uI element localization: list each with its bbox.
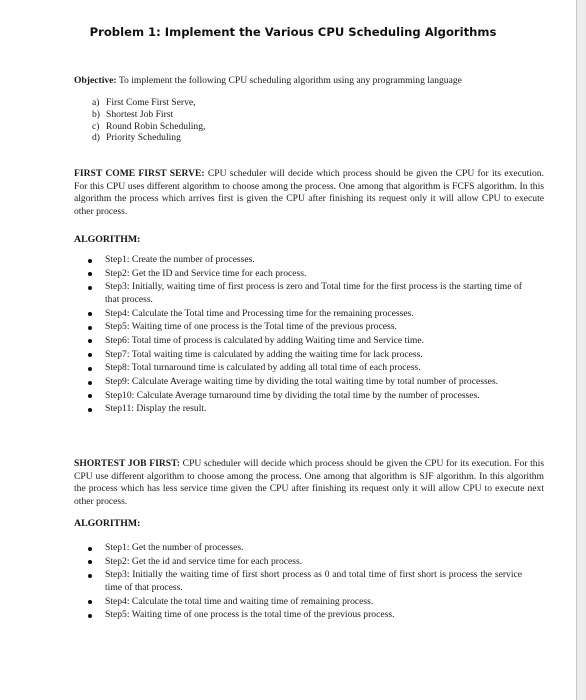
list-item: Step1: Create the number of processes. [88,254,522,267]
item-letter: b) [92,108,100,120]
objective-item [92,132,392,144]
fcfs-label: FIRST COME FIRST SERVE: [74,168,205,179]
list-item: Step4: Calculate the Total time and Processing time for the remaining processes. [88,308,522,321]
list-item: Step5: Waiting time of one process is the Total time of the previous process. [88,321,522,334]
scrollbar-track[interactable] [577,0,586,700]
list-item: Step3: Initially the waiting time of first short process as 0 and total time of first short is process the service time of that process. [88,569,522,594]
list-item: Step6: Total time of process is calculated by adding Waiting time and Service time. [88,335,522,348]
list-item: Step2: Get the ID and Service time for each process. [88,268,522,281]
list-item: Step10: Calculate Average turnaround time by dividing the total time by the number of processes. [88,390,522,403]
list-item: Step7: Total waiting time is calculated by adding the waiting time for lack process. [88,349,522,362]
objective-line [74,75,544,88]
list-item: Step4: Calculate the total time and waiting time of remaining process. [88,596,522,609]
objective-label: Objective: [74,75,117,86]
item-text: Round Robin Scheduling, [106,120,206,132]
objective-item [92,97,392,109]
bullet-icon [88,394,92,398]
bullet-icon [88,367,92,371]
list-item: Step3: Initially, waiting time of first process is zero and Total time for the first process is the starting time of that process. [88,281,522,306]
sjf-label: SHORTEST JOB FIRST: [74,458,180,469]
fcfs-algorithm-heading: ALGORITHM: [74,234,141,245]
bullet-icon [88,286,92,290]
bullet-icon [88,339,92,343]
item-letter: a) [92,97,100,108]
list-item: Step11: Display the result. [88,403,522,416]
sjf-algorithm-heading: ALGORITHM: [74,518,141,529]
item-text: Shortest Job First [106,108,174,120]
sjf-text: CPU scheduler will decide which process should be given the CPU for its execution. For this CPU use different algorithm to choose among the process. One among that algorithm is SJF algorithm. In this algorithm the process which has less service time given the CPU after finishing its request only it will allow CPU to execute next other process. [74,458,544,507]
list-item: Step9: Calculate Average waiting time by dividing the total waiting time by total number of processes. [88,376,522,389]
sjf-steps-list [88,542,522,623]
objective-item [92,121,392,133]
bullet-icon [88,272,92,276]
fcfs-text: CPU scheduler will decide which process should be given the CPU for its execution. For this CPU uses different algorithm to choose among the process. One among that algorithm is FCFS algorithm. In this algorithm the process which arrives first is given the CPU after finishing its request only it will allow CPU to execute other process. [74,168,544,217]
bullet-icon [88,600,92,604]
bullet-icon [88,574,92,578]
list-item: Step1: Get the number of processes. [88,542,522,555]
fcfs-steps-list [88,254,522,417]
item-text: Priority Scheduling [106,132,181,144]
list-item: Step5: Waiting time of one process is the total time of the previous process. [88,609,522,622]
objective-text: To implement the following CPU scheduling algorithm using any programming language [116,75,462,86]
item-text: First Come First Serve, [106,97,196,108]
bullet-icon [88,381,92,385]
fcfs-paragraph [74,168,544,218]
bullet-icon [88,614,92,618]
objective-list [92,97,392,144]
item-letter: d) [92,132,100,144]
item-letter: c) [92,120,100,132]
bullet-icon [88,326,92,330]
bullet-icon [88,353,92,357]
sjf-paragraph [74,458,544,508]
objective-item [92,109,392,121]
page-title: Problem 1: Implement the Various CPU Scheduling Algorithms [89,25,497,39]
bullet-icon [88,408,92,412]
bullet-icon [88,312,92,316]
list-item: Step2: Get the id and service time for each process. [88,556,522,569]
bullet-icon [88,547,92,551]
bullet-icon [88,560,92,564]
list-item: Step8: Total turnaround time is calculated by adding all total time of each process. [88,362,522,375]
bullet-icon [88,259,92,263]
